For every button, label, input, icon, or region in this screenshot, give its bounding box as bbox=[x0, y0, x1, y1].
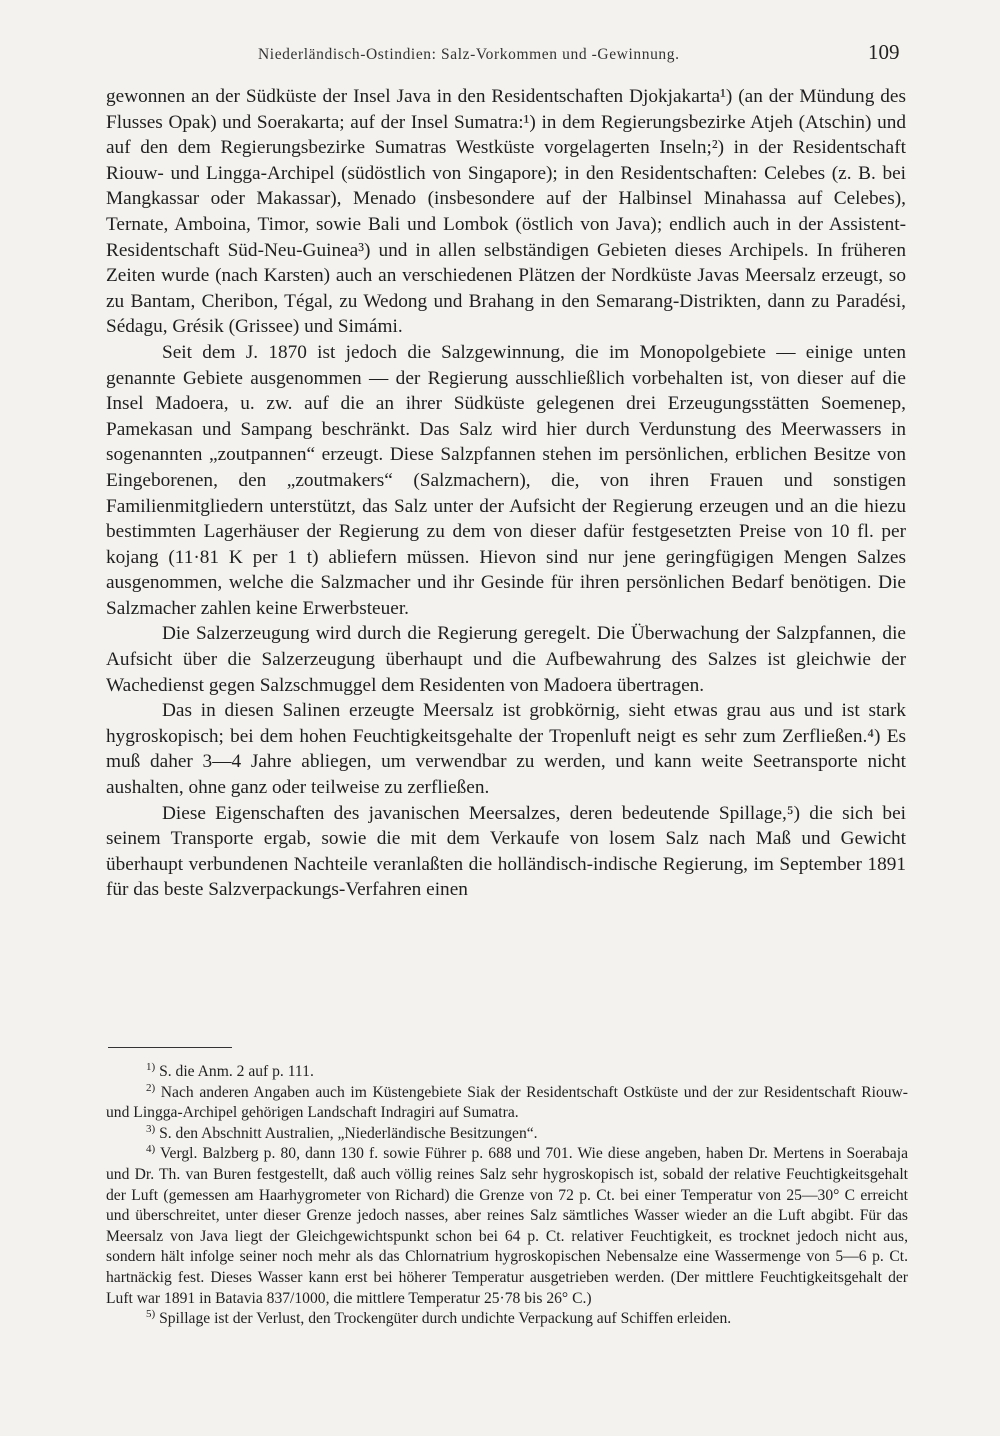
footnotes bbox=[106, 1062, 908, 1330]
footnote-text: S. den Abschnitt Australien, „Niederländische Besitzungen“. bbox=[159, 1124, 538, 1142]
footnote-2 bbox=[106, 1083, 908, 1124]
footnote-text: Nach anderen Angaben auch im Küstengebiete Siak der Residentschaft Ostküste und der zur Residentschaft Riouw- und Lingga-Archipel gehörigen Landschaft Indragiri auf Sumatra. bbox=[106, 1083, 908, 1122]
page-header bbox=[0, 38, 1000, 68]
footnote-1 bbox=[106, 1062, 908, 1083]
footnote-5 bbox=[106, 1309, 908, 1330]
footnote-mark: 4) bbox=[146, 1143, 156, 1156]
running-head: Niederländisch-Ostindien: Salz-Vorkommen und -Gewinnung. bbox=[258, 46, 680, 63]
body-text bbox=[106, 84, 906, 903]
footnote-text: S. die Anm. 2 auf p. 111. bbox=[159, 1063, 314, 1080]
paragraph-1: gewonnen an der Südküste der Insel Java in den Residentschaften Djokjakarta¹) (an der Mündung des Flusses Opak) und Soerakarta; auf der Insel Sumatra:¹) in dem Regierungsbezirke Atjeh (Atschin) und auf den dem Regierungsbezirke Sumatras Westküste vorgelagerten Inseln;²) in der Residentschaft Riouw- und Lingga-Archipel (südöstlich von Singapore); in den Residentschaften: Celebes (z. B. bei Mangkassar oder Makassar), Menado (insbesondere auf der Halbinsel Minahassa auf Celebes), Ternate, Amboina, Timor, sowie Bali und Lombok (östlich von Java); endlich auch in der Assistent-Residentschaft Süd-Neu-Guinea³) und in allen selbständigen Gebieten dieses Archipels. In früheren Zeiten wurde (nach Karsten) auch an verschiedenen Plätzen der Nordküste Javas Meersalz erzeugt, so zu Bantam, Cheribon, Tégal, zu Wedong und Brahang in den Semarang-Distrikten, dann zu Paradési, Sédagu, Grésik (Grissee) und Simámi. bbox=[106, 86, 906, 338]
footnote-4 bbox=[106, 1144, 908, 1309]
page-number: 109 bbox=[868, 40, 900, 64]
footnote-mark: 2) bbox=[146, 1081, 156, 1094]
paragraph-4: Das in diesen Salinen erzeugte Meersalz ist grobkörnig, sieht etwas grau aus und ist stark hygroskopisch; bei dem hohen Feuchtigkeitsgehalte der Tropenluft neigt es sehr zum Zerfließen.⁴) Es muß daher 3—4 Jahre abliegen, um verwendbar zu werden, und kann weite Seetransporte nicht aushalten, ohne ganz oder teilweise zu zerfließen. bbox=[106, 700, 906, 799]
paragraph-3: Die Salzerzeugung wird durch die Regierung geregelt. Die Überwachung der Salzpfannen, die Aufsicht über die Salzerzeugung überhaupt und die Aufbewahrung des Salzes ist gleichwie der Wachedienst gegen Salzschmuggel dem Residenten von Madoera übertragen. bbox=[106, 623, 906, 696]
footnote-mark: 1) bbox=[146, 1060, 156, 1073]
footnote-text: Spillage ist der Verlust, den Trockengüter durch undichte Verpackung auf Schiffen erleiden. bbox=[159, 1310, 732, 1328]
footnote-mark: 3) bbox=[146, 1122, 156, 1135]
paragraph-5: Diese Eigenschaften des javanischen Meersalzes, deren bedeutende Spillage,⁵) die sich bei seinem Transporte ergab, sowie die mit dem Verkaufe von losem Salz nach Maß und Gewicht überhaupt verbundenen Nachteile veranlaßten die holländisch-indische Regierung, im September 1891 für das beste Salzverpackungs-Verfahren einen bbox=[106, 802, 906, 901]
paragraph-2: Seit dem J. 1870 ist jedoch die Salzgewinnung, die im Monopolgebiete — einige unten genannte Gebiete ausgenommen — der Regierung ausschließlich vorbehalten ist, von dieser auf die Insel Madoera, u. zw. auf die an ihrer Südküste gelegenen drei Erzeugungsstätten Soemenep, Pamekasan und Sampang beschränkt. Das Salz wird hier durch Verdunstung des Meerwassers in sogenannten „zoutpannen“ erzeugt. Diese Salzpfannen stehen im persönlichen, erblichen Besitze von Eingeborenen, den „zoutmakers“ (Salzmachern), die, von ihren Frauen und sonstigen Familienmitgliedern unterstützt, das Salz unter der Aufsicht der Regierung erzeugen und an die hiezu bestimmten Lagerhäuser der Regierung zu dem von dieser dafür festgesetzten Preise von 10 fl. per kojang (11·81 K per 1 t) abliefern müssen. Hievon sind nur jene geringfügigen Mengen Salzes ausgenommen, welche die Salzmacher und ihr Gesinde für ihren persönlichen Bedarf benötigen. Die Salzmacher zahlen keine Erwerbsteuer. bbox=[106, 341, 906, 619]
footnote-text: Vergl. Balzberg p. 80, dann 130 f. sowie Führer p. 688 und 701. Wie diese angeben, haben Dr. Mertens in Soerabaja und Dr. Th. van Buren festgestellt, daß auch völlig reines Salz sehr hygroskopisch ist, sobald der relative Feuchtigkeitsgehalt der Luft (gemessen am Haarhygrometer von Richard) die Grenze von 72 p. Ct. bei einer Temperatur von 25—30° C erreicht und überschreitet, unter dieser Grenze jedoch nasses, aber reines Salz sämtliches Wasser wieder an die Luft abgibt. Für das Meersalz von Java liegt der Gleichgewichtspunkt schon bei 64 p. Ct. relativer Feuchtigkeit, es trocknet jedoch nicht aus, sondern hält infolge seiner noch mehr als das Chlornatrium hygroskopischen Nebensalze eine Wassermenge von 5—6 p. Ct. hartnäckig fest. Dieses Wasser kann erst bei höherer Temperatur ausgetrieben werden. (Der mittlere Feuchtigkeitsgehalt der Luft war 1891 in Batavia 837/1000, die mittlere Temperatur 25·78 bis 26° C.) bbox=[106, 1145, 908, 1307]
footnote-3 bbox=[106, 1124, 908, 1145]
footnote-mark: 5) bbox=[146, 1307, 156, 1320]
footnote-divider bbox=[108, 1047, 232, 1048]
